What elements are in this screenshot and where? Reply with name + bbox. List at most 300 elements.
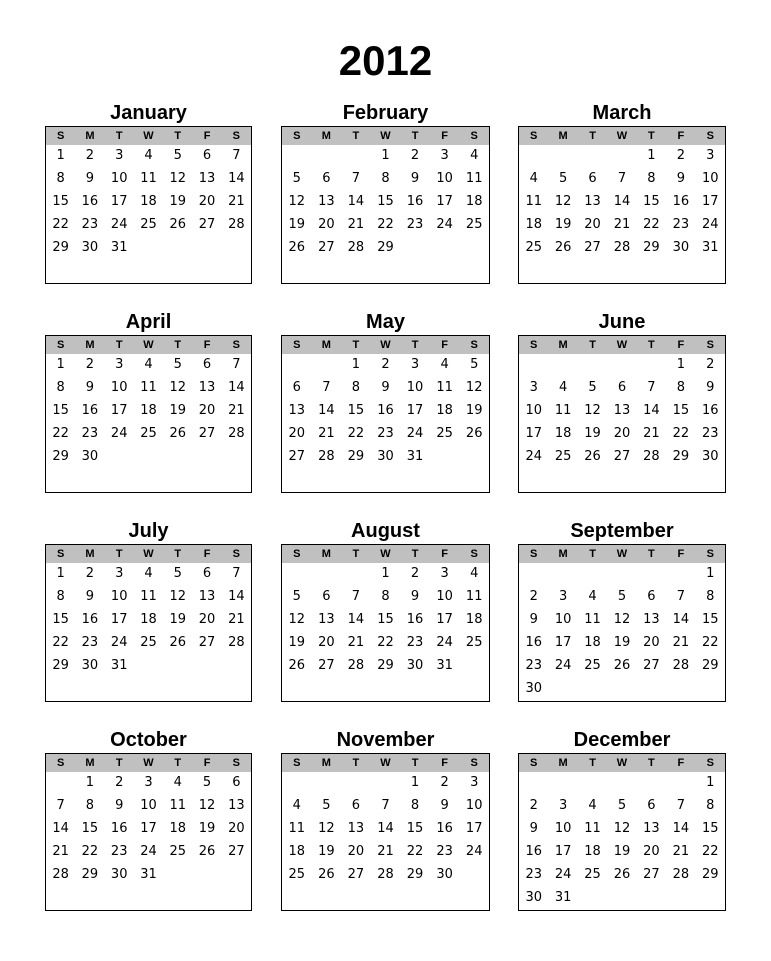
day-cell: 27 bbox=[198, 217, 216, 232]
weekday-label: M bbox=[558, 548, 568, 560]
weekday-label: W bbox=[143, 339, 154, 351]
weekday-label: S bbox=[56, 130, 65, 142]
day-cell: 29 bbox=[377, 658, 394, 673]
day-cell: 21 bbox=[52, 844, 69, 859]
day-cell: 13 bbox=[347, 821, 365, 836]
day-cell: 4 bbox=[558, 380, 568, 395]
day-cell: 16 bbox=[406, 194, 424, 209]
day-cell: 13 bbox=[198, 380, 216, 395]
day-cell: 23 bbox=[525, 658, 542, 673]
weekday-label: S bbox=[56, 548, 65, 560]
day-cell: 31 bbox=[110, 240, 128, 255]
days-grid bbox=[46, 145, 251, 264]
day-cell: 31 bbox=[436, 658, 453, 673]
empty-day-cell bbox=[312, 149, 342, 172]
empty-day-cell bbox=[578, 776, 607, 799]
empty-day-cell bbox=[637, 567, 666, 590]
day-cell: 18 bbox=[554, 426, 572, 441]
weekday-label: S bbox=[56, 757, 65, 769]
weekday-label: W bbox=[143, 757, 154, 769]
day-cell: 29 bbox=[702, 658, 719, 673]
weekday-label: S bbox=[232, 130, 241, 142]
day-cell: 15 bbox=[672, 403, 690, 418]
empty-day-cell bbox=[312, 358, 342, 381]
day-cell: 14 bbox=[672, 612, 690, 627]
day-cell: 8 bbox=[676, 380, 685, 395]
day-cell: 24 bbox=[110, 426, 128, 441]
day-cell: 8 bbox=[647, 171, 656, 186]
weekday-label: F bbox=[677, 130, 685, 142]
weekday-header-row bbox=[46, 127, 251, 145]
empty-day-cell bbox=[607, 358, 636, 381]
month-name: August bbox=[351, 520, 420, 542]
weekday-label: S bbox=[706, 548, 714, 560]
day-cell: 20 bbox=[198, 403, 216, 418]
day-cell: 7 bbox=[351, 171, 361, 186]
month-name: November bbox=[336, 729, 435, 751]
weekday-label: F bbox=[203, 548, 211, 560]
weekday-label: T bbox=[115, 548, 123, 560]
day-cell: 28 bbox=[318, 449, 335, 464]
day-cell: 7 bbox=[676, 798, 685, 813]
day-cell: 12 bbox=[613, 821, 631, 836]
day-cell: 8 bbox=[56, 589, 65, 604]
day-cell: 26 bbox=[288, 658, 306, 673]
day-cell: 7 bbox=[351, 589, 361, 604]
day-cell: 12 bbox=[169, 589, 187, 604]
day-cell: 3 bbox=[558, 798, 568, 813]
day-cell: 22 bbox=[702, 844, 719, 859]
day-cell: 16 bbox=[525, 844, 542, 859]
day-cell: 28 bbox=[672, 658, 690, 673]
day-cell: 26 bbox=[584, 449, 601, 464]
day-cell: 27 bbox=[584, 240, 601, 255]
day-cell: 30 bbox=[672, 240, 690, 255]
month-table bbox=[45, 335, 252, 493]
day-cell: 13 bbox=[613, 403, 631, 418]
weekday-label: M bbox=[558, 339, 568, 351]
day-cell: 19 bbox=[169, 612, 187, 627]
day-cell: 14 bbox=[377, 821, 394, 836]
day-cell: 12 bbox=[288, 194, 306, 209]
day-cell: 28 bbox=[52, 867, 69, 882]
day-cell: 4 bbox=[144, 566, 153, 581]
day-cell: 5 bbox=[470, 357, 479, 372]
day-cell: 24 bbox=[140, 844, 157, 859]
day-cell: 12 bbox=[465, 380, 483, 395]
day-cell: 3 bbox=[558, 589, 568, 604]
weekday-label: M bbox=[321, 130, 331, 142]
day-cell: 6 bbox=[588, 171, 597, 186]
weekday-header-row bbox=[282, 127, 489, 145]
day-cell: 29 bbox=[377, 240, 394, 255]
day-cell: 11 bbox=[525, 194, 542, 209]
day-cell: 6 bbox=[647, 589, 656, 604]
day-cell: 25 bbox=[465, 635, 483, 650]
day-cell: 22 bbox=[81, 844, 99, 859]
day-cell: 7 bbox=[232, 566, 241, 581]
weekday-label: T bbox=[352, 339, 360, 351]
day-cell: 8 bbox=[706, 798, 715, 813]
day-cell: 23 bbox=[81, 217, 99, 232]
day-cell: 27 bbox=[613, 449, 631, 464]
day-cell: 12 bbox=[613, 612, 631, 627]
day-cell: 1 bbox=[410, 775, 420, 790]
day-cell: 20 bbox=[318, 217, 335, 232]
day-cell: 24 bbox=[406, 426, 424, 441]
day-cell: 16 bbox=[81, 612, 99, 627]
day-cell: 14 bbox=[228, 171, 245, 186]
day-cell: 28 bbox=[228, 635, 245, 650]
day-cell: 9 bbox=[85, 380, 95, 395]
day-cell: 30 bbox=[377, 449, 394, 464]
day-cell: 25 bbox=[288, 867, 306, 882]
day-cell: 1 bbox=[56, 148, 65, 163]
day-cell: 18 bbox=[584, 635, 601, 650]
day-cell: 19 bbox=[288, 635, 306, 650]
month-table bbox=[518, 753, 726, 911]
day-cell: 29 bbox=[406, 867, 424, 882]
day-cell: 1 bbox=[676, 357, 685, 372]
weekday-label: S bbox=[293, 130, 301, 142]
month-table bbox=[281, 335, 490, 493]
day-cell: 11 bbox=[584, 612, 601, 627]
empty-day-cell bbox=[341, 567, 371, 590]
day-cell: 22 bbox=[702, 635, 719, 650]
empty-day-cell bbox=[519, 567, 548, 590]
day-cell: 6 bbox=[292, 380, 301, 395]
day-cell: 2 bbox=[85, 148, 95, 163]
day-cell: 21 bbox=[347, 635, 365, 650]
day-cell: 5 bbox=[173, 357, 182, 372]
day-cell: 27 bbox=[643, 658, 660, 673]
empty-day-cell bbox=[371, 776, 401, 799]
day-cell: 14 bbox=[643, 403, 660, 418]
month-table bbox=[281, 126, 490, 284]
day-cell: 2 bbox=[85, 566, 95, 581]
day-cell: 13 bbox=[643, 612, 660, 627]
day-cell: 15 bbox=[377, 612, 394, 627]
weekday-label: S bbox=[706, 130, 714, 142]
weekday-label: T bbox=[352, 548, 360, 560]
day-cell: 1 bbox=[351, 357, 361, 372]
empty-day-cell bbox=[548, 358, 577, 381]
weekday-label: F bbox=[441, 130, 448, 142]
day-cell: 2 bbox=[85, 357, 95, 372]
day-cell: 22 bbox=[347, 426, 365, 441]
day-cell: 18 bbox=[140, 612, 157, 627]
day-cell: 20 bbox=[643, 844, 660, 859]
day-cell: 28 bbox=[613, 240, 631, 255]
day-cell: 22 bbox=[52, 635, 69, 650]
weekday-label: S bbox=[530, 757, 538, 769]
day-cell: 25 bbox=[169, 844, 187, 859]
day-cell: 20 bbox=[347, 844, 365, 859]
day-cell: 31 bbox=[110, 658, 128, 673]
weekday-label: W bbox=[616, 548, 628, 560]
month-name: May bbox=[366, 311, 405, 333]
day-cell: 8 bbox=[85, 798, 95, 813]
day-cell: 16 bbox=[672, 194, 690, 209]
day-cell: 5 bbox=[292, 589, 301, 604]
weekday-label: T bbox=[174, 130, 182, 142]
day-cell: 21 bbox=[643, 426, 660, 441]
day-cell: 13 bbox=[643, 821, 660, 836]
day-cell: 26 bbox=[613, 867, 631, 882]
day-cell: 15 bbox=[52, 403, 69, 418]
weekday-label: M bbox=[85, 757, 95, 769]
day-cell: 14 bbox=[52, 821, 69, 836]
day-cell: 26 bbox=[554, 240, 572, 255]
day-cell: 10 bbox=[436, 171, 453, 186]
month-table bbox=[518, 126, 726, 284]
weekday-label: T bbox=[411, 130, 419, 142]
day-cell: 1 bbox=[381, 148, 390, 163]
empty-day-cell bbox=[519, 358, 548, 381]
days-grid bbox=[46, 772, 251, 891]
days-grid bbox=[519, 772, 725, 914]
day-cell: 25 bbox=[140, 635, 157, 650]
day-cell: 3 bbox=[115, 357, 124, 372]
day-cell: 9 bbox=[529, 821, 538, 836]
empty-day-cell bbox=[282, 149, 312, 172]
day-cell: 17 bbox=[406, 403, 424, 418]
day-cell: 14 bbox=[347, 612, 365, 627]
day-cell: 29 bbox=[52, 240, 69, 255]
month-name: February bbox=[342, 102, 429, 124]
day-cell: 3 bbox=[144, 775, 153, 790]
weekday-label: S bbox=[56, 339, 65, 351]
day-cell: 24 bbox=[702, 217, 719, 232]
weekday-label: S bbox=[293, 757, 301, 769]
day-cell: 25 bbox=[436, 426, 453, 441]
day-cell: 20 bbox=[318, 635, 335, 650]
weekday-label: W bbox=[616, 339, 628, 351]
month-name: July bbox=[128, 520, 169, 542]
day-cell: 16 bbox=[110, 821, 128, 836]
day-cell: 26 bbox=[613, 658, 631, 673]
day-cell: 5 bbox=[322, 798, 331, 813]
day-cell: 21 bbox=[377, 844, 394, 859]
day-cell: 12 bbox=[169, 380, 187, 395]
day-cell: 17 bbox=[525, 426, 542, 441]
day-cell: 12 bbox=[318, 821, 335, 836]
weekday-label: M bbox=[558, 757, 568, 769]
month-name: September bbox=[570, 520, 674, 542]
weekday-label: M bbox=[321, 757, 331, 769]
day-cell: 12 bbox=[198, 798, 216, 813]
day-cell: 25 bbox=[584, 867, 601, 882]
day-cell: 23 bbox=[525, 867, 542, 882]
day-cell: 31 bbox=[702, 240, 719, 255]
weekday-label: T bbox=[648, 130, 655, 142]
day-cell: 18 bbox=[465, 612, 483, 627]
day-cell: 22 bbox=[52, 217, 69, 232]
weekday-header-row bbox=[519, 545, 725, 563]
day-cell: 16 bbox=[406, 612, 424, 627]
day-cell: 26 bbox=[465, 426, 483, 441]
day-cell: 8 bbox=[381, 171, 390, 186]
day-cell: 31 bbox=[554, 890, 572, 905]
day-cell: 5 bbox=[202, 775, 212, 790]
day-cell: 30 bbox=[81, 449, 99, 464]
day-cell: 4 bbox=[144, 148, 153, 163]
day-cell: 22 bbox=[52, 426, 69, 441]
day-cell: 15 bbox=[377, 194, 394, 209]
day-cell: 28 bbox=[347, 658, 365, 673]
day-cell: 14 bbox=[228, 380, 245, 395]
day-cell: 25 bbox=[140, 217, 157, 232]
day-cell: 11 bbox=[140, 380, 157, 395]
day-cell: 25 bbox=[584, 658, 601, 673]
day-cell: 18 bbox=[140, 194, 157, 209]
day-cell: 5 bbox=[617, 798, 627, 813]
month-july bbox=[45, 519, 252, 703]
day-cell: 2 bbox=[115, 775, 124, 790]
day-cell: 21 bbox=[613, 217, 631, 232]
day-cell: 17 bbox=[554, 844, 572, 859]
day-cell: 25 bbox=[554, 449, 572, 464]
day-cell: 8 bbox=[56, 171, 65, 186]
weekday-label: F bbox=[441, 339, 448, 351]
day-cell: 10 bbox=[110, 171, 128, 186]
month-table bbox=[45, 753, 252, 911]
month-table bbox=[281, 544, 490, 702]
day-cell: 19 bbox=[554, 217, 572, 232]
day-cell: 23 bbox=[436, 844, 453, 859]
day-cell: 5 bbox=[292, 171, 301, 186]
weekday-label: F bbox=[441, 548, 448, 560]
day-cell: 16 bbox=[81, 403, 99, 418]
day-cell: 28 bbox=[377, 867, 394, 882]
day-cell: 5 bbox=[173, 148, 182, 163]
day-cell: 17 bbox=[465, 821, 483, 836]
year-title: 2012 bbox=[338, 37, 433, 84]
empty-day-cell bbox=[46, 776, 75, 799]
days-grid bbox=[46, 354, 251, 473]
day-cell: 14 bbox=[672, 821, 690, 836]
day-cell: 1 bbox=[381, 566, 390, 581]
weekday-label: W bbox=[380, 757, 391, 769]
empty-day-cell bbox=[312, 567, 342, 590]
day-cell: 8 bbox=[56, 380, 65, 395]
day-cell: 23 bbox=[81, 426, 99, 441]
day-cell: 3 bbox=[410, 357, 420, 372]
day-cell: 8 bbox=[381, 589, 390, 604]
day-cell: 29 bbox=[52, 449, 69, 464]
day-cell: 2 bbox=[706, 357, 715, 372]
month-name: April bbox=[125, 311, 172, 333]
day-cell: 15 bbox=[406, 821, 424, 836]
weekday-label: T bbox=[174, 757, 182, 769]
empty-day-cell bbox=[312, 776, 342, 799]
day-cell: 10 bbox=[110, 380, 128, 395]
weekday-header-row bbox=[46, 754, 251, 772]
weekday-label: M bbox=[85, 339, 95, 351]
day-cell: 20 bbox=[198, 194, 216, 209]
empty-day-cell bbox=[607, 776, 636, 799]
day-cell: 19 bbox=[613, 844, 631, 859]
day-cell: 11 bbox=[465, 589, 483, 604]
day-cell: 13 bbox=[198, 171, 216, 186]
weekday-label: S bbox=[530, 548, 538, 560]
day-cell: 30 bbox=[525, 890, 542, 905]
day-cell: 18 bbox=[465, 194, 483, 209]
day-cell: 23 bbox=[702, 426, 719, 441]
empty-day-cell bbox=[607, 567, 636, 590]
day-cell: 23 bbox=[377, 426, 394, 441]
month-name: October bbox=[110, 729, 187, 751]
weekday-label: W bbox=[616, 757, 628, 769]
day-cell: 23 bbox=[81, 635, 99, 650]
day-cell: 7 bbox=[676, 589, 685, 604]
day-cell: 11 bbox=[436, 380, 453, 395]
day-cell: 21 bbox=[672, 844, 690, 859]
day-cell: 17 bbox=[554, 635, 572, 650]
day-cell: 29 bbox=[672, 449, 690, 464]
month-table bbox=[518, 544, 726, 702]
day-cell: 9 bbox=[529, 612, 538, 627]
empty-day-cell bbox=[666, 567, 695, 590]
day-cell: 15 bbox=[347, 403, 365, 418]
day-cell: 10 bbox=[554, 612, 572, 627]
day-cell: 16 bbox=[525, 635, 542, 650]
day-cell: 3 bbox=[706, 148, 715, 163]
day-cell: 9 bbox=[410, 171, 420, 186]
day-cell: 14 bbox=[228, 589, 245, 604]
day-cell: 26 bbox=[169, 635, 187, 650]
day-cell: 15 bbox=[52, 194, 69, 209]
day-cell: 4 bbox=[470, 566, 479, 581]
day-cell: 27 bbox=[318, 240, 335, 255]
weekday-label: F bbox=[203, 339, 211, 351]
day-cell: 2 bbox=[410, 566, 420, 581]
day-cell: 9 bbox=[85, 589, 95, 604]
day-cell: 7 bbox=[617, 171, 627, 186]
day-cell: 2 bbox=[529, 589, 538, 604]
day-cell: 2 bbox=[676, 148, 685, 163]
month-february bbox=[281, 101, 490, 285]
day-cell: 2 bbox=[440, 775, 449, 790]
day-cell: 15 bbox=[702, 612, 719, 627]
day-cell: 10 bbox=[525, 403, 542, 418]
weekday-header-row bbox=[519, 754, 725, 772]
day-cell: 18 bbox=[288, 844, 306, 859]
day-cell: 9 bbox=[676, 171, 685, 186]
day-cell: 17 bbox=[436, 194, 453, 209]
day-cell: 22 bbox=[643, 217, 660, 232]
month-november bbox=[281, 728, 490, 912]
day-cell: 10 bbox=[140, 798, 157, 813]
day-cell: 30 bbox=[110, 867, 128, 882]
day-cell: 22 bbox=[406, 844, 424, 859]
month-name: January bbox=[110, 102, 187, 124]
weekday-label: M bbox=[558, 130, 568, 142]
day-cell: 4 bbox=[144, 357, 153, 372]
weekday-label: S bbox=[470, 548, 478, 560]
day-cell: 9 bbox=[410, 589, 420, 604]
day-cell: 24 bbox=[110, 635, 128, 650]
empty-day-cell bbox=[607, 149, 636, 172]
day-cell: 28 bbox=[228, 426, 245, 441]
weekday-label: S bbox=[470, 130, 478, 142]
day-cell: 13 bbox=[584, 194, 601, 209]
day-cell: 27 bbox=[198, 426, 216, 441]
day-cell: 24 bbox=[465, 844, 483, 859]
day-cell: 7 bbox=[647, 380, 656, 395]
day-cell: 4 bbox=[440, 357, 449, 372]
days-grid bbox=[282, 772, 489, 891]
